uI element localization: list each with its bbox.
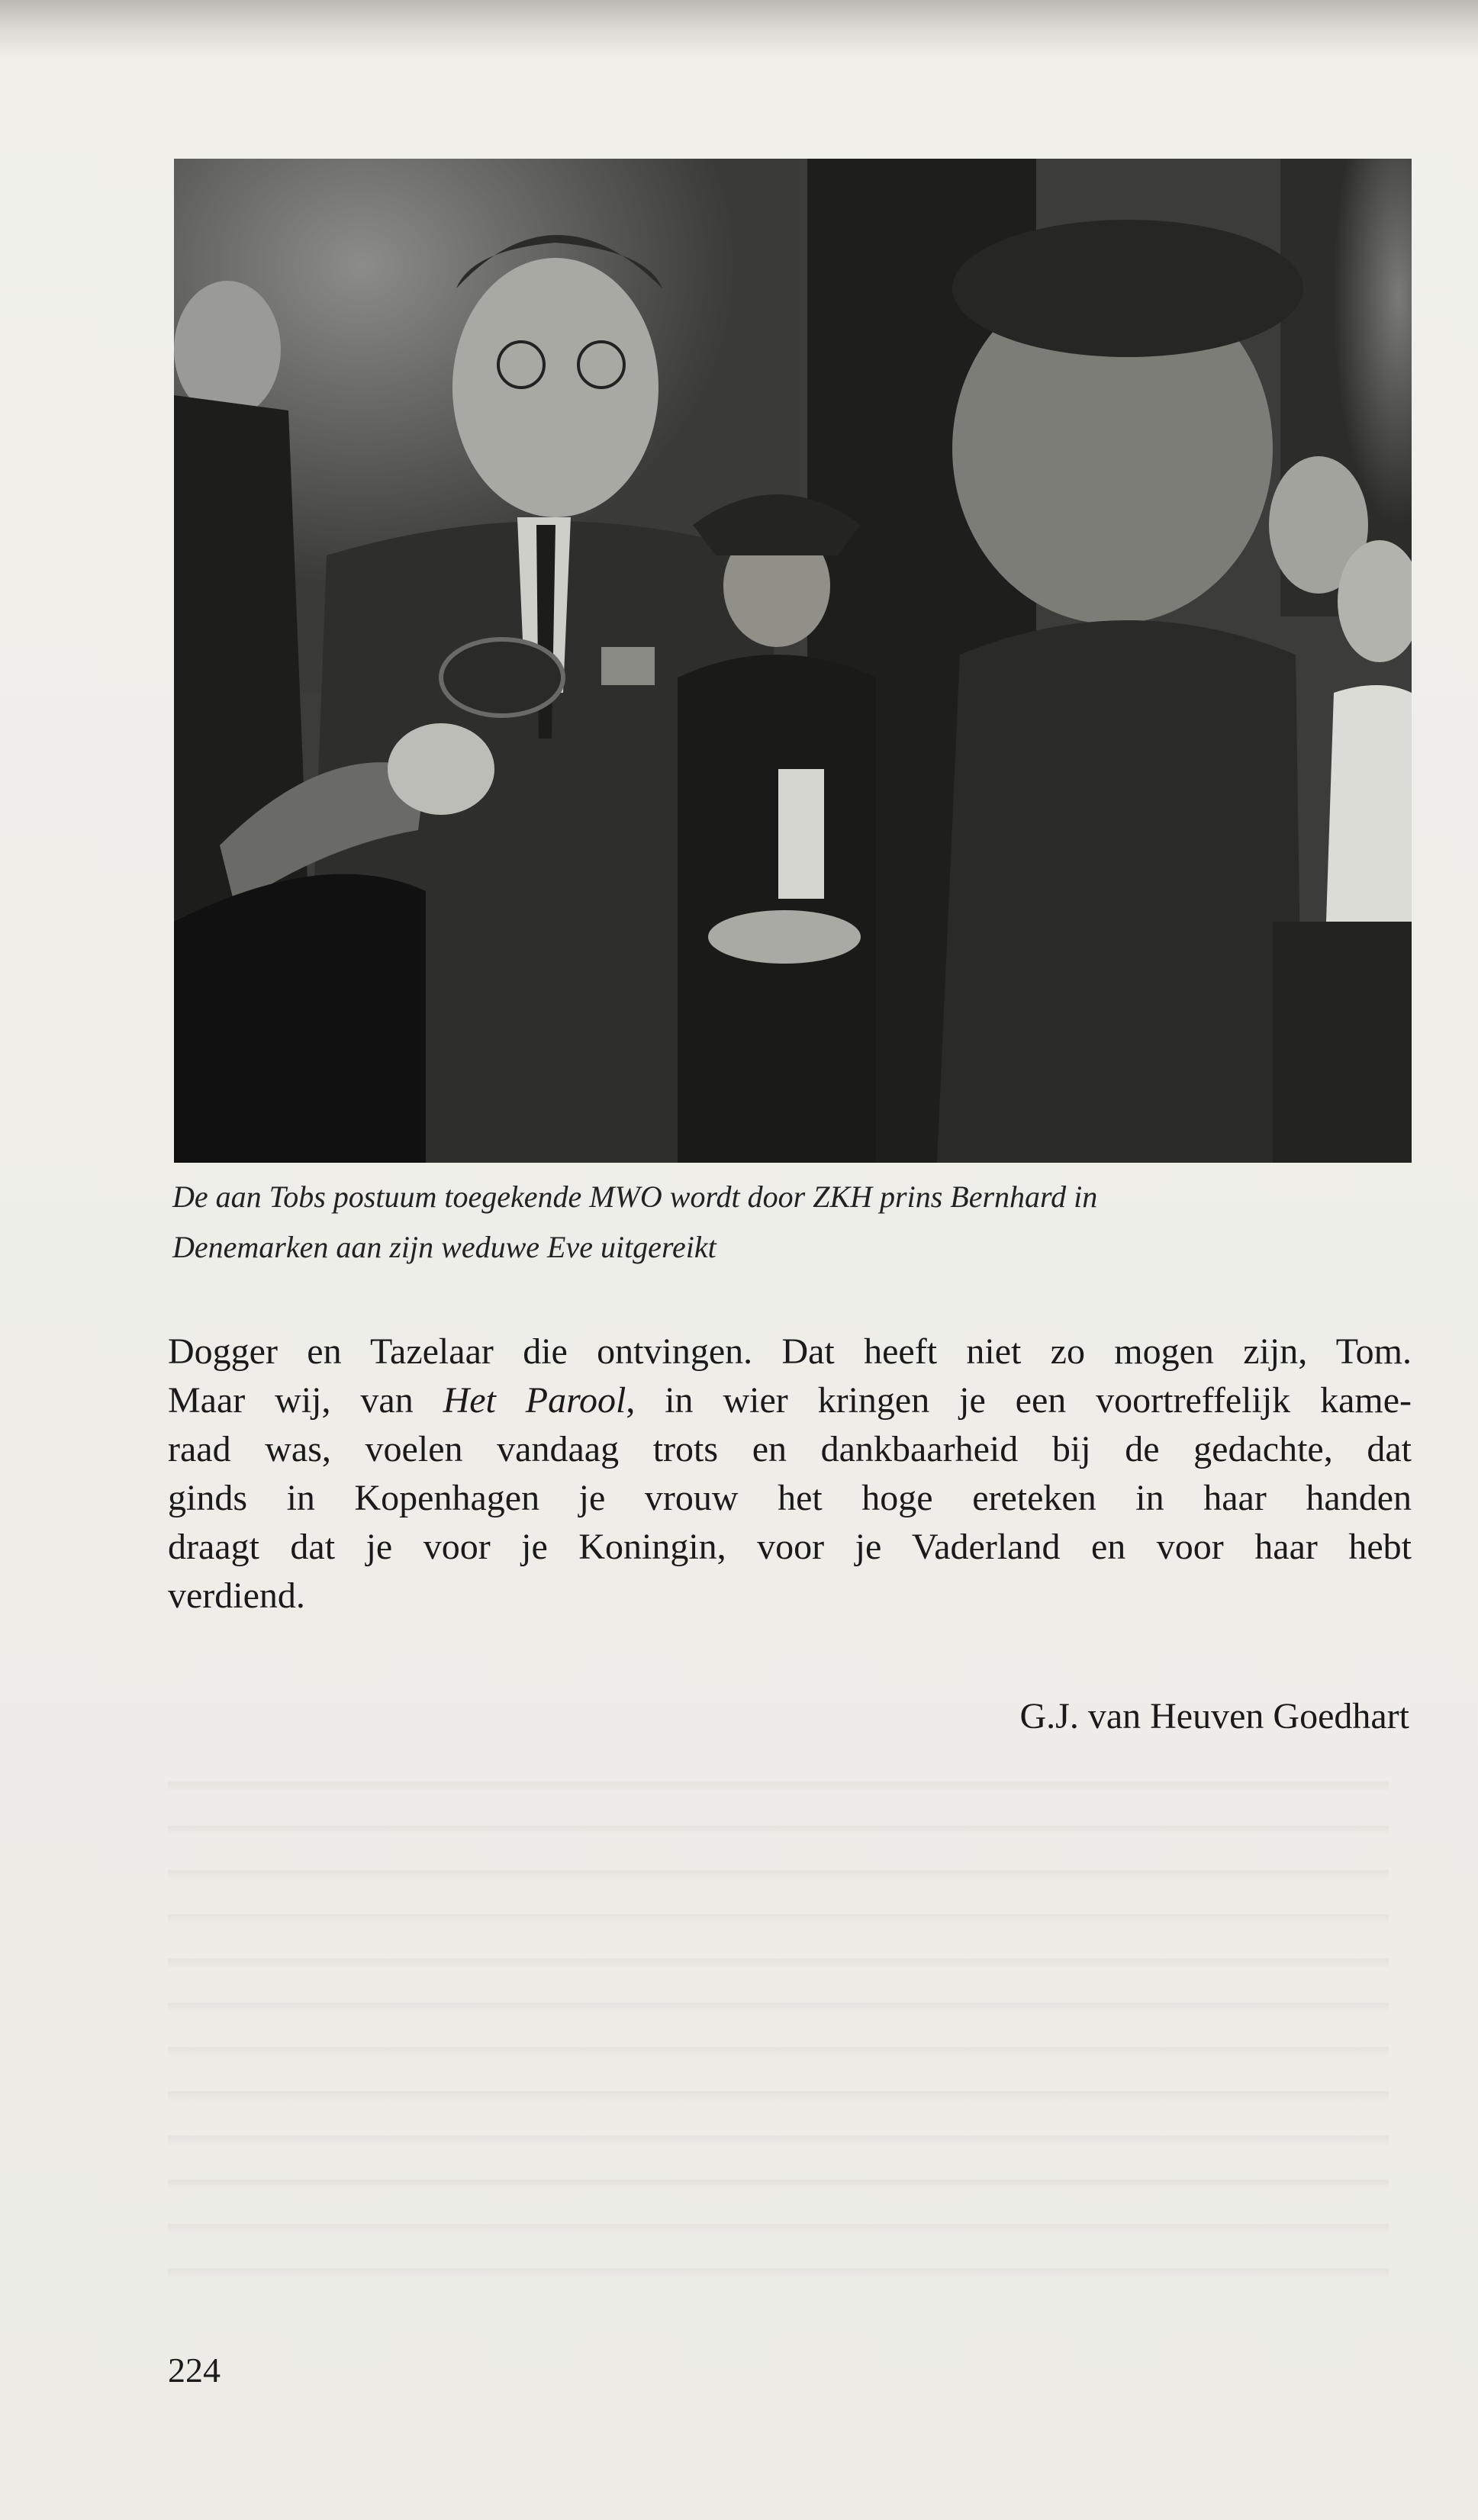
caption-line: De aan Tobs postuum toegekende MWO wordt door ZKH prins Bernhard in	[172, 1180, 1098, 1214]
author-signature: G.J. van Heuven Goedhart	[1019, 1696, 1409, 1736]
page-edge-shadow	[0, 0, 1478, 61]
page-number: 224	[168, 2351, 221, 2390]
newspaper-title: Het Parool	[443, 1380, 626, 1421]
body-text-run: Maar wij, van	[168, 1380, 443, 1421]
photograph	[174, 159, 1412, 1163]
body-line: raad was, voelen vandaag trots en dankbaarheid bij de gedachte, dat	[168, 1429, 1412, 1469]
body-line	[168, 1376, 1412, 1425]
body-line: verdiend.	[168, 1575, 305, 1616]
body-line: ginds in Kopenhagen je vrouw het hoge ereteken in haar handen	[168, 1478, 1412, 1518]
body-text-run: , in wier kringen je een voortreffelijk kame-	[626, 1380, 1412, 1421]
caption-line: Denemarken aan zijn weduwe Eve uitgereikt	[172, 1230, 716, 1264]
body-line: draagt dat je voor je Koningin, voor je Vaderland en voor haar hebt	[168, 1527, 1412, 1567]
show-through-text	[168, 1747, 1389, 2281]
photograph-image	[174, 159, 1412, 1163]
body-paragraph	[168, 1328, 1412, 1620]
body-line: Dogger en Tazelaar die ontvingen. Dat heeft niet zo mogen zijn, Tom.	[168, 1331, 1412, 1372]
photo-caption	[172, 1172, 1424, 1273]
